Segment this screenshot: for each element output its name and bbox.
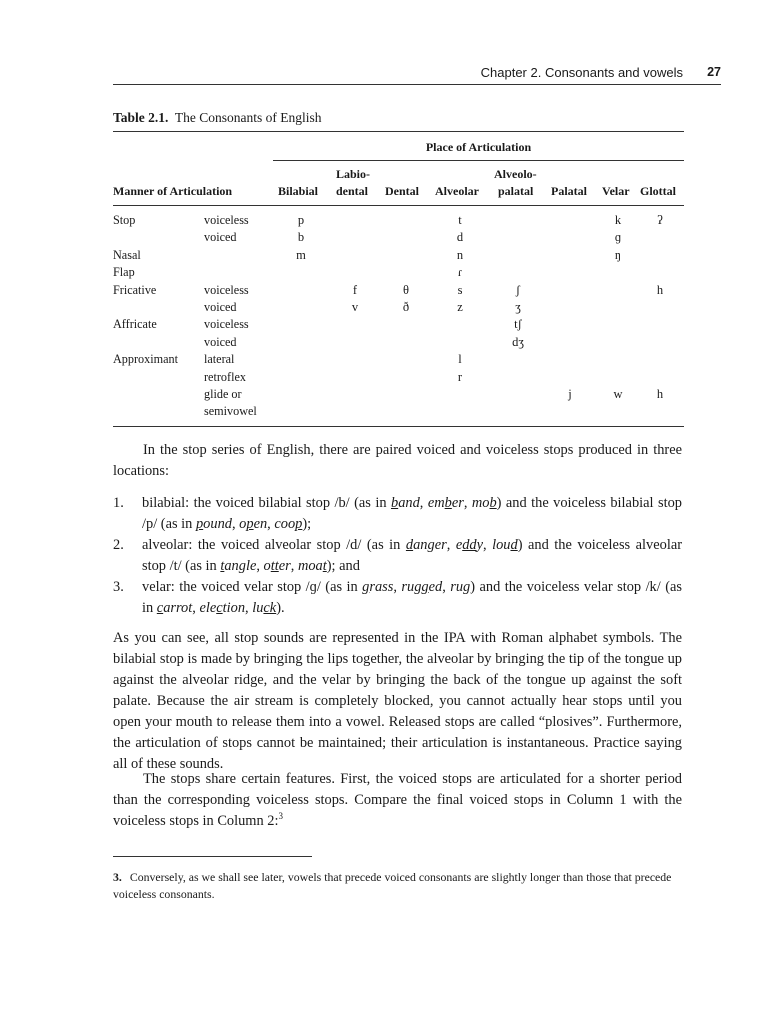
consonants-table <box>113 131 684 427</box>
ipa-symbol-alveolopalatal: ʒ <box>515 300 521 314</box>
ipa-symbol-labiodental: f <box>352 282 358 297</box>
manner-cell: Stop <box>113 213 136 227</box>
table-top-rule <box>113 131 684 132</box>
paragraph-intro: In the stop series of English, there are paired voiced and voiceless stops produced in three locations: <box>113 442 682 479</box>
col-dental: Dental <box>385 184 419 198</box>
manner-cell: Flap <box>113 265 135 280</box>
voicing-cell: retroflex <box>204 369 246 384</box>
voicing-cell: semivowel <box>204 404 257 419</box>
ipa-symbol-alveolar: n <box>456 247 464 262</box>
ipa-symbol-alveolopalatal: dʒ <box>512 334 524 349</box>
list-number: 1. <box>113 495 124 511</box>
ipa-symbol-velar: w <box>613 387 623 401</box>
voicing-cell: voiced <box>204 334 237 349</box>
ipa-symbol-glottal: h <box>656 282 664 297</box>
stop-list <box>113 493 682 619</box>
page-number: 27 <box>707 65 721 79</box>
ipa-symbol-alveolar: t <box>458 213 462 227</box>
list-item: 3. velar: the voiced velar stop /ɡ/ (as in grass, rugged, rug) and the voiceless velar stop /k/ (as in carrot, election, luck). <box>113 579 682 616</box>
ipa-symbol-dental: ð <box>402 300 410 314</box>
ipa-symbol-alveolar: z <box>457 300 463 314</box>
manner-cell: Affricate <box>113 317 157 332</box>
paragraph-features: The stops share certain features. First, the voiced stops are articulated for a shorter period than the corresponding voiceless stops. Compare the final voiced stops in Column 1 with the voiceless stops in Column 2:$^3$ <box>113 771 682 829</box>
chapter-title: Chapter 2. Consonants and vowels <box>480 65 683 80</box>
table-header-rule <box>113 205 684 206</box>
ipa-symbol-labiodental: v <box>351 300 359 314</box>
voicing-cell: voiceless <box>204 282 249 297</box>
col-alveolopalatal-line2: palatal <box>498 184 534 198</box>
list-number: 2. <box>113 537 124 553</box>
ipa-symbol-velar: k <box>614 213 622 227</box>
footnote-rule <box>113 856 312 857</box>
ipa-symbol-bilabial: p <box>297 213 305 227</box>
manner-header: Manner of Articulation <box>113 184 233 198</box>
table-caption-label: Table 2.1. <box>113 110 169 125</box>
col-glottal: Glottal <box>640 184 676 198</box>
place-header: Place of Articulation <box>425 140 532 154</box>
paragraph-stops: As you can see, all stop sounds are represented in the IPA with Roman alphabet symbols. The bilabial stop is made by bringing the lips together, the alveolar by bringing the tip of the tongue up against the alveolar ridge, and the velar by bringing the back of the tongue up against the soft palate. Because the air stream is completely blocked, you cannot actually hear stops until you open your mouth to release them into a vowel. Released stops are called “plosives”. Furthermore, the articulation of stops cannot be maintained; their articulation is instantaneous. Practice saying all of these sounds. <box>113 630 682 772</box>
list-item: 2. alveolar: the voiced alveolar stop /d/ (as in danger, eddy, loud) and the voiceless alveolar stop /t/ (as in tangle, otter, moat); and <box>113 537 683 574</box>
list-number: 3. <box>113 579 124 595</box>
voicing-cell: voiced <box>204 300 237 314</box>
ipa-symbol-alveolar: r <box>457 369 463 384</box>
table-caption <box>113 110 322 126</box>
ipa-symbol-alveolar: s <box>457 282 463 297</box>
ipa-symbol-bilabial: m <box>296 247 306 262</box>
ipa-symbol-alveolar: ɾ <box>457 265 463 280</box>
ipa-symbol-alveolar: l <box>458 352 462 367</box>
running-header <box>113 62 721 85</box>
footnote-reference[interactable]: 3 <box>278 811 283 822</box>
voicing-cell: glide or <box>204 387 242 401</box>
ipa-symbol-alveolopalatal: tʃ <box>514 317 522 332</box>
manner-cell: Approximant <box>113 352 178 367</box>
ipa-symbol-alveolar: d <box>456 230 464 245</box>
col-velar: Velar <box>602 184 630 198</box>
col-alveolar: Alveolar <box>435 184 479 198</box>
manner-cell: Nasal <box>113 247 141 262</box>
ipa-symbol-bilabial: b <box>297 230 305 245</box>
list-item: 1. bilabial: the voiced bilabial stop /b/ (as in band, ember, mob) and the voiceless bilabial stop /p/ (as in pound, open, coop); <box>113 495 682 532</box>
col-bilabial: Bilabial <box>278 184 319 198</box>
ipa-symbol-glottal: ʔ <box>657 213 663 227</box>
voicing-cell: lateral <box>204 352 235 367</box>
ipa-symbol-palatal: j <box>568 387 572 401</box>
ipa-symbol-velar: ɡ <box>614 230 622 245</box>
voicing-cell: voiced <box>204 230 237 245</box>
footnote-text: Conversely, as we shall see later, vowels that precede voiced consonants are slightly longer than those that precede voiceless consonants. <box>113 870 672 901</box>
manner-cell: Fricative <box>113 282 157 297</box>
ipa-symbol-glottal: h <box>656 387 664 401</box>
col-alveolopalatal-line1: Alveolo- <box>494 167 537 181</box>
ipa-symbol-dental: θ <box>403 282 409 297</box>
voicing-cell: voiceless <box>204 213 249 227</box>
col-labiodental-line2: dental <box>336 184 369 198</box>
table-caption-title: The Consonants of English <box>174 110 322 125</box>
footnote <box>113 869 682 903</box>
col-labiodental-line1: Labio- <box>336 167 371 181</box>
ipa-symbol-velar: ŋ <box>614 247 622 262</box>
place-header-rule <box>273 160 684 161</box>
ipa-symbol-alveolopalatal: ʃ <box>515 282 521 297</box>
voicing-cell: voiceless <box>204 317 249 332</box>
table-bottom-rule <box>113 426 684 427</box>
col-palatal: Palatal <box>551 184 587 198</box>
footnote-number: 3. <box>113 870 122 884</box>
